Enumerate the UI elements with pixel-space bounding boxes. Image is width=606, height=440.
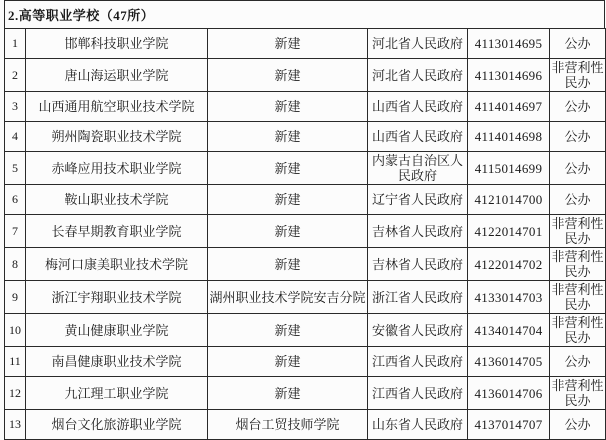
school-nature: 公办 xyxy=(550,185,606,215)
table-row xyxy=(5,29,606,59)
founding-basis: 新建 xyxy=(208,92,368,122)
approving-authority: 河北省人民政府 xyxy=(368,59,468,92)
founding-basis: 新建 xyxy=(208,215,368,248)
founding-basis: 新建 xyxy=(208,29,368,59)
approving-authority: 江西省人民政府 xyxy=(368,347,468,377)
school-name: 烟台文化旅游职业学院 xyxy=(26,410,208,440)
school-code: 4136014705 xyxy=(468,347,550,377)
school-code: 4122014701 xyxy=(468,215,550,248)
school-code: 4115014699 xyxy=(468,152,550,185)
school-name: 南昌健康职业技术学院 xyxy=(26,347,208,377)
schools-table-body xyxy=(5,29,606,440)
row-number: 12 xyxy=(5,377,26,410)
row-number: 8 xyxy=(5,248,26,281)
row-number: 10 xyxy=(5,314,26,347)
school-name: 唐山海运职业学院 xyxy=(26,59,208,92)
approving-authority: 山西省人民政府 xyxy=(368,122,468,152)
row-number: 4 xyxy=(5,122,26,152)
school-code: 4121014700 xyxy=(468,185,550,215)
table-row xyxy=(5,122,606,152)
table-row xyxy=(5,59,606,92)
table-row xyxy=(5,347,606,377)
school-nature: 非营利性民办 xyxy=(551,378,604,408)
founding-basis: 湖州职业技术学院安吉分院 xyxy=(208,281,368,314)
founding-basis: 新建 xyxy=(208,377,368,410)
founding-basis: 新建 xyxy=(208,248,368,281)
school-name: 梅河口康美职业技术学院 xyxy=(26,248,208,281)
school-nature: 公办 xyxy=(550,92,606,122)
founding-basis: 新建 xyxy=(208,347,368,377)
school-name: 浙江宇翔职业技术学院 xyxy=(26,281,208,314)
school-nature: 非营利性民办 xyxy=(551,216,604,246)
table-row xyxy=(5,377,606,410)
row-number: 1 xyxy=(5,29,26,59)
founding-basis: 新建 xyxy=(208,152,368,185)
school-code: 4133014703 xyxy=(468,281,550,314)
founding-basis: 新建 xyxy=(208,314,368,347)
school-code: 4137014707 xyxy=(468,410,550,440)
table-row xyxy=(5,215,606,248)
approving-authority: 山西省人民政府 xyxy=(368,92,468,122)
school-nature: 公办 xyxy=(550,29,606,59)
approving-authority: 江西省人民政府 xyxy=(368,377,468,410)
table-row xyxy=(5,314,606,347)
school-name: 鞍山职业技术学院 xyxy=(26,185,208,215)
approving-authority: 辽宁省人民政府 xyxy=(368,185,468,215)
school-code: 4113014695 xyxy=(468,29,550,59)
approving-authority: 内蒙古自治区人民政府 xyxy=(368,152,468,185)
approving-authority: 山东省人民政府 xyxy=(368,410,468,440)
school-name: 赤峰应用技术职业学院 xyxy=(26,152,208,185)
school-nature: 非营利性民办 xyxy=(551,315,604,345)
school-nature: 公办 xyxy=(550,122,606,152)
school-name: 黄山健康职业学院 xyxy=(26,314,208,347)
school-name: 山西通用航空职业技术学院 xyxy=(26,92,208,122)
row-number: 13 xyxy=(5,410,26,440)
school-code: 4114014697 xyxy=(468,92,550,122)
school-code: 4136014706 xyxy=(468,377,550,410)
row-number: 5 xyxy=(5,152,26,185)
table-row xyxy=(5,248,606,281)
school-nature: 非营利性民办 xyxy=(551,282,604,312)
school-nature: 非营利性民办 xyxy=(551,249,604,279)
document-page xyxy=(4,0,605,440)
approving-authority: 吉林省人民政府 xyxy=(368,248,468,281)
row-number: 2 xyxy=(5,59,26,92)
founding-basis: 烟台工贸技师学院 xyxy=(208,410,368,440)
schools-table xyxy=(4,28,606,440)
row-number: 3 xyxy=(5,92,26,122)
founding-basis: 新建 xyxy=(208,185,368,215)
school-code: 4122014702 xyxy=(468,248,550,281)
approving-authority: 河北省人民政府 xyxy=(368,29,468,59)
school-nature: 公办 xyxy=(550,347,606,377)
row-number: 11 xyxy=(5,347,26,377)
table-row xyxy=(5,152,606,185)
row-number: 9 xyxy=(5,281,26,314)
table-row xyxy=(5,92,606,122)
school-name: 九江理工职业学院 xyxy=(26,377,208,410)
school-name: 朔州陶瓷职业技术学院 xyxy=(26,122,208,152)
founding-basis: 新建 xyxy=(208,59,368,92)
approving-authority: 浙江省人民政府 xyxy=(368,281,468,314)
approving-authority: 吉林省人民政府 xyxy=(368,215,468,248)
school-nature: 非营利性民办 xyxy=(551,60,604,90)
table-row xyxy=(5,281,606,314)
row-number: 7 xyxy=(5,215,26,248)
school-code: 4114014698 xyxy=(468,122,550,152)
school-nature: 公办 xyxy=(550,410,606,440)
school-name: 长春早期教育职业学院 xyxy=(26,215,208,248)
row-number: 6 xyxy=(5,185,26,215)
school-code: 4113014696 xyxy=(468,59,550,92)
founding-basis: 新建 xyxy=(208,122,368,152)
section-title: 2.高等职业学校（47所） xyxy=(4,0,605,28)
table-row xyxy=(5,410,606,440)
table-row xyxy=(5,185,606,215)
school-nature: 公办 xyxy=(550,152,606,185)
approving-authority: 安徽省人民政府 xyxy=(368,314,468,347)
school-code: 4134014704 xyxy=(468,314,550,347)
school-name: 邯郸科技职业学院 xyxy=(26,29,208,59)
